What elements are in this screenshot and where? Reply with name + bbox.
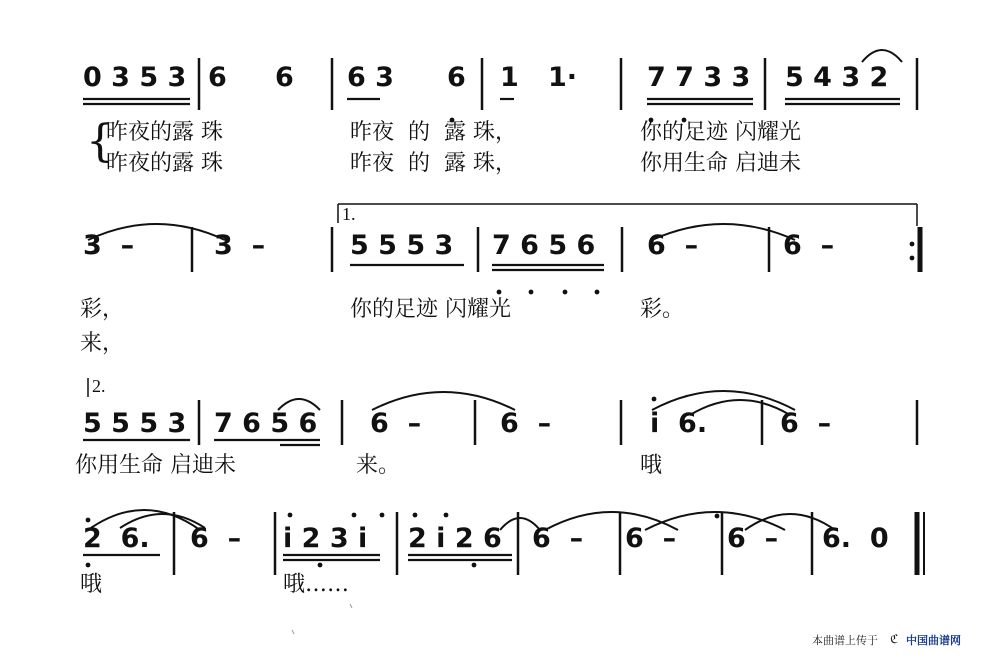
lyric-text: 昨夜的露 珠 (106, 120, 223, 145)
octave-dot (380, 513, 385, 518)
note-group: 7 7 3 3 (647, 62, 751, 93)
note-group: 6 – (370, 408, 422, 439)
note-group: i 6. (650, 408, 708, 439)
lyric-text: 来。 (356, 453, 401, 478)
note-group: 6 – (783, 230, 835, 261)
octave-dot (529, 290, 534, 295)
octave-dot (910, 242, 915, 247)
octave-dot (413, 513, 418, 518)
note-group: 5 5 5 3 (350, 230, 454, 261)
note-group: 2 i 2 6 (408, 523, 502, 554)
note-group: 6 – (727, 523, 779, 554)
note-group: 5 5 5 3 (83, 408, 187, 439)
lyric-text: 你的足迹 闪耀光 (640, 120, 801, 145)
lyric-text: 昨夜 的 露 珠， (350, 151, 517, 176)
note-group: 2 6. (83, 523, 150, 554)
lyric-text: 昨夜 的 露 珠， (350, 120, 517, 145)
lyric-text: 你用生命 启迪未 (75, 453, 236, 478)
note-group: 6 – (532, 523, 584, 554)
note-group: 6 – (647, 230, 699, 261)
note-group: 6 – (625, 523, 677, 554)
note-group: 6 – (190, 523, 242, 554)
lyric-text: 你的足迹 闪耀光 (350, 297, 511, 322)
octave-dot (595, 290, 600, 295)
octave-dot (86, 563, 91, 568)
note-group: 6 3 (347, 62, 394, 93)
lyric-text: 哦…… (283, 572, 350, 597)
octave-dot (444, 513, 449, 518)
footer-upload-text: 本曲谱上传于 (812, 635, 878, 647)
lyric-text: 彩。 (640, 297, 685, 322)
octave-dot (318, 563, 323, 568)
note-group: 3 – (214, 230, 266, 261)
octave-dot (288, 513, 293, 518)
scan-mark (292, 630, 294, 634)
octave-dot (652, 397, 657, 402)
note-group: 3 – (83, 230, 135, 261)
octave-dot (86, 518, 91, 523)
note-group: 6 (447, 62, 466, 93)
footer-site-name: 中国曲谱网 (906, 635, 961, 647)
lyric-brace: { (86, 116, 114, 167)
octave-dot (352, 513, 357, 518)
lyric-text: 来， (80, 331, 125, 356)
note-group: 5 4 3 2 (785, 62, 889, 93)
lyric-text: 昨夜的露 珠 (106, 151, 223, 176)
octave-dot (910, 256, 915, 261)
note-group: 6 – (780, 408, 832, 439)
note-group: 6. 0 (822, 523, 889, 554)
lyric-text: 你用生命 启迪未 (640, 151, 801, 176)
note-group: 7 6 5 6 (214, 408, 318, 439)
note-group: 1· (548, 62, 578, 93)
slur (862, 50, 902, 62)
note-group: 0 3 5 3 (83, 62, 187, 93)
scan-mark (350, 604, 352, 608)
note-group: i 2 3 i (283, 523, 368, 554)
octave-dot (715, 514, 720, 519)
volta-1-label: 1. (342, 204, 356, 224)
note-group: 6 – (500, 408, 552, 439)
octave-dot (497, 290, 502, 295)
lyric-text: 彩， (80, 297, 125, 322)
octave-dot (563, 290, 568, 295)
volta-2-label: 2. (92, 376, 106, 396)
site-logo-icon: ℭ (890, 632, 899, 646)
lyric-text: 哦 (640, 453, 663, 478)
note-group: 6 (275, 62, 294, 93)
note-group: 7 6 5 6 (492, 230, 596, 261)
lyric-text: 哦 (80, 572, 103, 597)
note-group: 1 (500, 62, 519, 93)
note-group: 6 (208, 62, 227, 93)
octave-dot (472, 563, 477, 568)
